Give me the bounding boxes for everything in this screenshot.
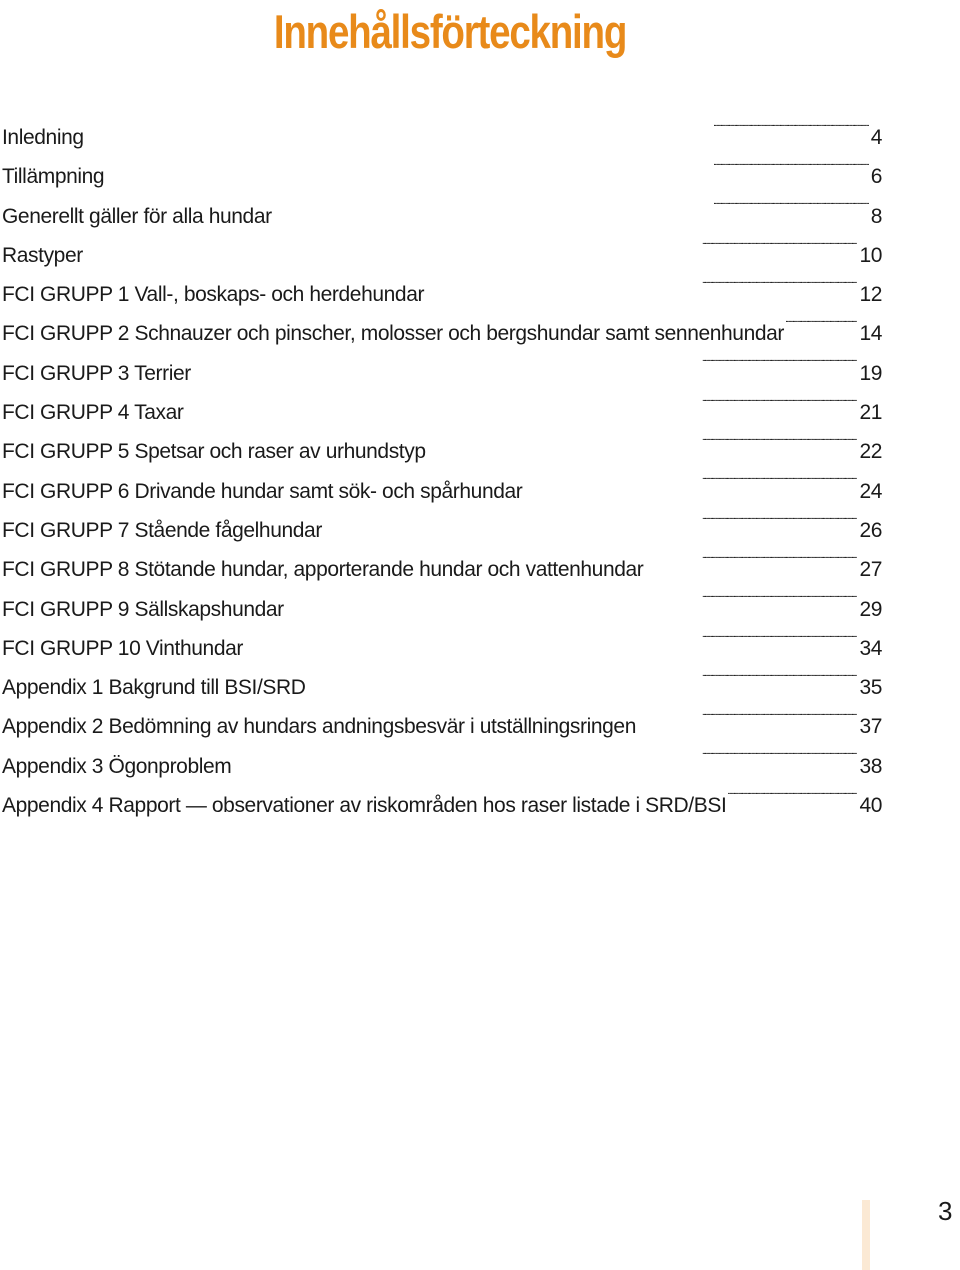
toc-entry-fci-grupp-7[interactable] (2, 511, 882, 550)
toc-entry-page: 38 (859, 754, 882, 778)
toc-entry-label: FCI GRUPP 10 Vinthundar (2, 636, 243, 660)
dot-leader (728, 791, 857, 812)
toc-entry-appendix-2[interactable] (2, 707, 882, 746)
dot-leader (185, 398, 857, 419)
toc-entry-page: 4 (870, 126, 882, 149)
toc-entry-label: FCI GRUPP 8 Stötande hundar, apporterande hundar och vattenhundar (2, 558, 644, 582)
toc-entry-page: 29 (859, 597, 882, 621)
toc-entry-page: 12 (859, 283, 882, 307)
toc-entry-label: Appendix 3 Ögonproblem (2, 754, 232, 778)
toc-entry-page: 37 (859, 715, 882, 739)
toc-entry-label: FCI GRUPP 1 Vall-, boskaps- och herdehundar (2, 283, 425, 307)
toc-entry-label: FCI GRUPP 7 Stående fågelhundar (2, 518, 322, 542)
dot-leader (308, 673, 858, 694)
toc-entry-rastyper[interactable] (2, 236, 882, 275)
toc-entry-page: 24 (859, 479, 882, 503)
toc-entry-page: 40 (859, 794, 882, 818)
dot-leader (786, 319, 857, 340)
dot-leader (274, 202, 869, 223)
toc-entry-label: Tillämpning (2, 165, 105, 189)
toc-entry-page: 27 (859, 558, 882, 582)
toc-entry-page: 34 (859, 636, 882, 660)
toc-entry-fci-grupp-4[interactable] (2, 393, 882, 432)
toc-entry-page: 26 (859, 518, 882, 542)
toc-entry-page: 8 (870, 204, 882, 228)
dot-leader (426, 280, 857, 301)
table-of-contents (2, 118, 882, 825)
toc-entry-label: FCI GRUPP 4 Taxar (2, 401, 184, 425)
toc-entry-fci-grupp-2[interactable] (2, 314, 882, 353)
toc-entry-label: Appendix 2 Bedömning av hundars andningsbesvär i utställningsringen (2, 715, 636, 739)
toc-entry-page: 35 (859, 676, 882, 700)
dot-leader (524, 477, 857, 498)
toc-entry-page: 21 (859, 401, 882, 425)
dot-leader (233, 752, 857, 773)
dot-leader (193, 359, 858, 380)
page-number: 3 (938, 1196, 953, 1226)
toc-entry-label: Inledning (2, 126, 84, 149)
dot-leader (86, 123, 869, 144)
toc-entry-label: FCI GRUPP 3 Terrier (2, 361, 191, 385)
toc-entry-page: 19 (859, 361, 882, 385)
toc-entry-label: FCI GRUPP 6 Drivande hundar samt sök- och spårhundar (2, 479, 523, 503)
toc-entry-label: Appendix 1 Bakgrund till BSI/SRD (2, 676, 306, 700)
dot-leader (245, 634, 857, 655)
toc-entry-fci-grupp-3[interactable] (2, 354, 882, 393)
toc-entry-fci-grupp-1[interactable] (2, 275, 882, 314)
dot-leader (324, 516, 858, 537)
toc-entry-page: 14 (859, 322, 882, 346)
dot-leader (638, 712, 857, 733)
toc-entry-label: Appendix 4 Rapport — observationer av riskområden hos raser listade i SRD/BSI (2, 794, 727, 818)
toc-entry-fci-grupp-9[interactable] (2, 590, 882, 629)
toc-entry-label: FCI GRUPP 9 Sällskapshundar (2, 597, 284, 621)
toc-entry-fci-grupp-5[interactable] (2, 432, 882, 471)
dot-leader (286, 595, 858, 616)
toc-entry-appendix-1[interactable] (2, 668, 882, 707)
toc-entry-generellt[interactable] (2, 197, 882, 236)
toc-entry-appendix-4[interactable] (2, 786, 882, 825)
dot-leader (645, 555, 857, 576)
page-margin-marker (862, 1200, 870, 1270)
toc-entry-fci-grupp-6[interactable] (2, 472, 882, 511)
toc-entry-label: Generellt gäller för alla hundar (2, 204, 272, 228)
dot-leader (428, 437, 858, 458)
toc-entry-tillampning[interactable] (2, 157, 882, 196)
toc-entry-page: 10 (859, 243, 882, 267)
toc-entry-inledning[interactable] (2, 118, 882, 157)
toc-entry-fci-grupp-8[interactable] (2, 550, 882, 589)
toc-entry-label: Rastyper (2, 243, 83, 267)
toc-entry-appendix-3[interactable] (2, 747, 882, 786)
toc-entry-fci-grupp-10[interactable] (2, 629, 882, 668)
dot-leader (85, 241, 858, 262)
dot-leader (106, 162, 869, 183)
toc-entry-label: FCI GRUPP 2 Schnauzer och pinscher, molosser och bergshundar samt sennenhundar (2, 322, 785, 346)
page-title: Innehållsförteckning (273, 5, 627, 58)
toc-entry-label: FCI GRUPP 5 Spetsar och raser av urhundstyp (2, 440, 426, 464)
toc-entry-page: 22 (859, 440, 882, 464)
toc-entry-page: 6 (870, 165, 882, 189)
